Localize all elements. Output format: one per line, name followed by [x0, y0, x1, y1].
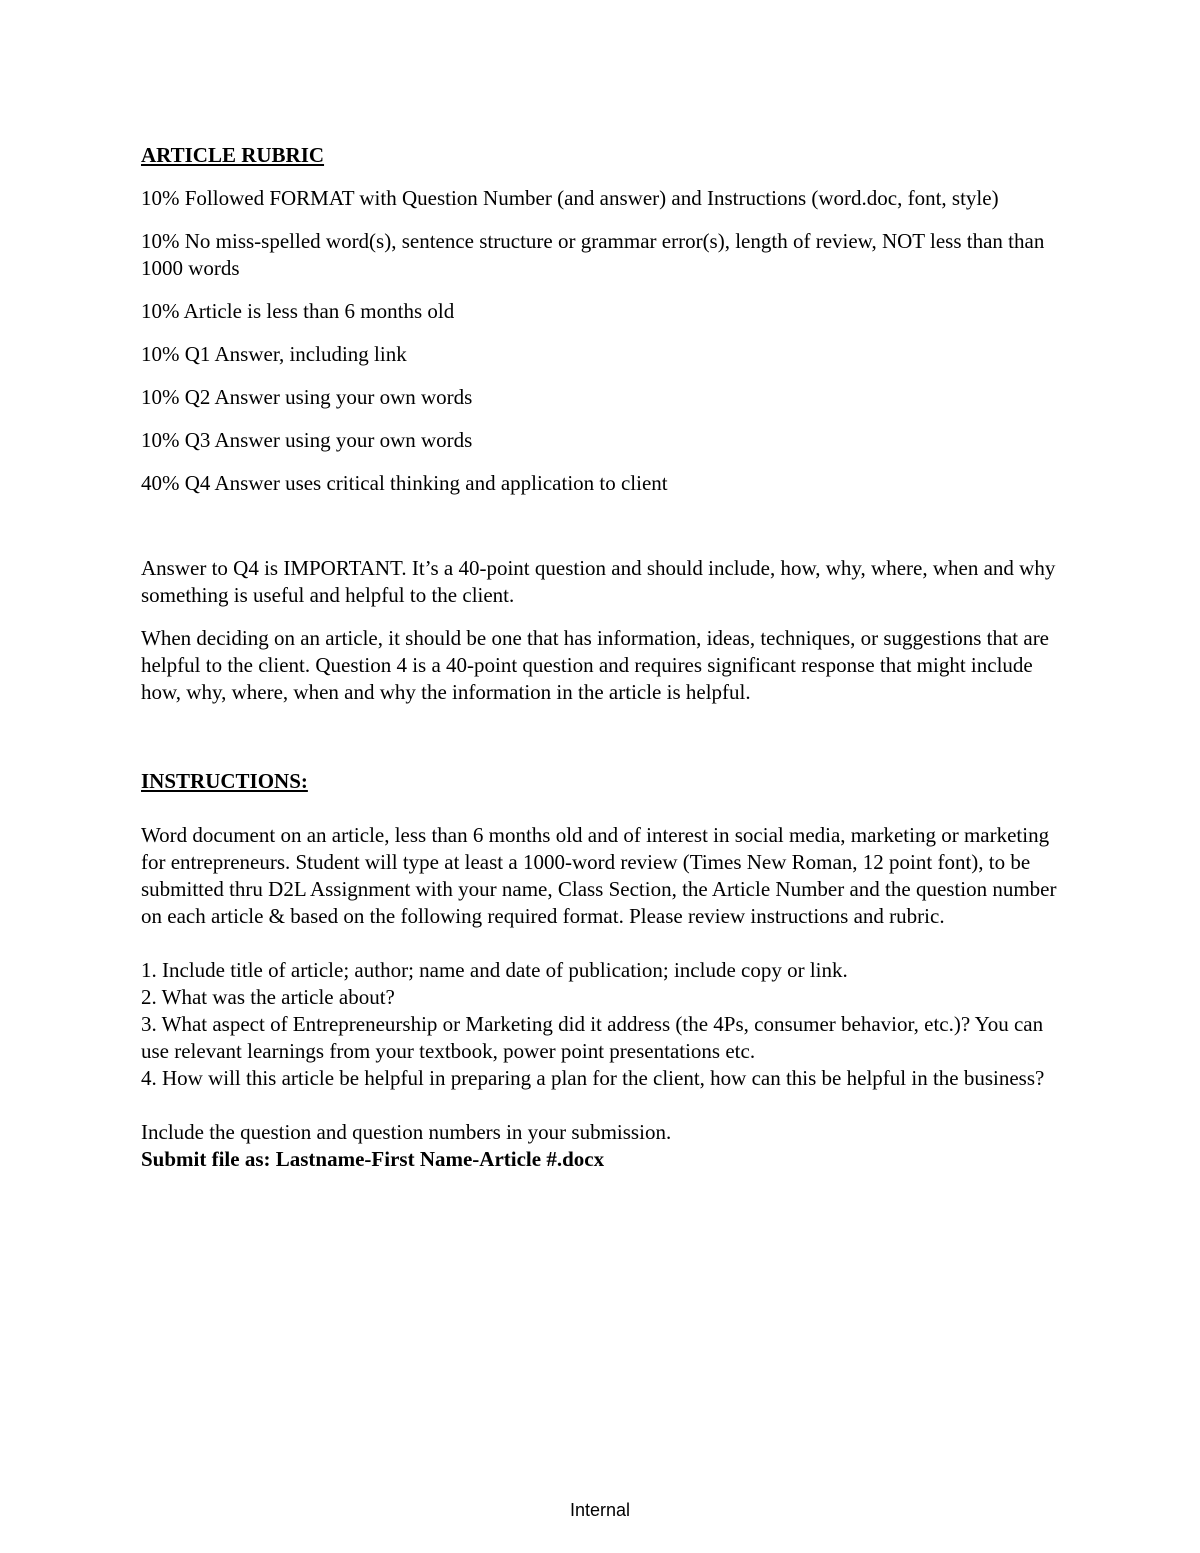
article-selection-note: When deciding on an article, it should be one that has information, ideas, techniques, or suggestions that are helpful to the client. Question 4 is a 40-point question and requires significant response that might include how, why, where, when and why the information in the article is helpful.: [141, 626, 1050, 704]
question-item: 2. What was the article about?: [141, 985, 395, 1009]
submit-file-instruction: Submit file as: Lastname-First Name-Article #.docx: [141, 1147, 605, 1171]
rubric-item: 10% Article is less than 6 months old: [141, 299, 455, 323]
instructions-heading: INSTRUCTIONS:: [141, 769, 308, 793]
document-body: [141, 142, 1066, 1173]
question-item: 3. What aspect of Entrepreneurship or Marketing did it address (the 4Ps, consumer behavior, etc.)? You can use relevant learnings from your textbook, power point presentations etc.: [141, 1012, 1044, 1063]
question-item: 4. How will this article be helpful in preparing a plan for the client, how can this be helpful in the business?: [141, 1066, 1045, 1090]
question-list: [141, 957, 1066, 1092]
rubric-item: 10% Q3 Answer using your own words: [141, 428, 473, 452]
rubric-item: 10% No miss-spelled word(s), sentence structure or grammar error(s), length of review, NOT less than than 1000 words: [141, 229, 1045, 280]
rubric-item: 10% Q1 Answer, including link: [141, 342, 407, 366]
rubric-item: 10% Q2 Answer using your own words: [141, 385, 473, 409]
include-questions-note: Include the question and question numbers in your submission.: [141, 1120, 672, 1144]
rubric-item: 40% Q4 Answer uses critical thinking and application to client: [141, 471, 668, 495]
q4-importance-note: Answer to Q4 is IMPORTANT. It’s a 40-point question and should include, how, why, where, when and why something is useful and helpful to the client.: [141, 556, 1056, 607]
question-item: 1. Include title of article; author; name and date of publication; include copy or link.: [141, 958, 848, 982]
footer-classification-label: Internal: [569, 1500, 631, 1520]
rubric-heading: ARTICLE RUBRIC: [141, 143, 325, 167]
instructions-intro: Word document on an article, less than 6 months old and of interest in social media, marketing or marketing for entrepreneurs. Student will type at least a 1000-word review (Times New Roman, 12 point font), to be submitted thru D2L Assignment with your name, Class Section, the Article Number and the question number on each article & based on the following required format. Please review instructions and rubric.: [141, 823, 1057, 928]
rubric-item: 10% Followed FORMAT with Question Number (and answer) and Instructions (word.doc, font, style): [141, 186, 999, 210]
